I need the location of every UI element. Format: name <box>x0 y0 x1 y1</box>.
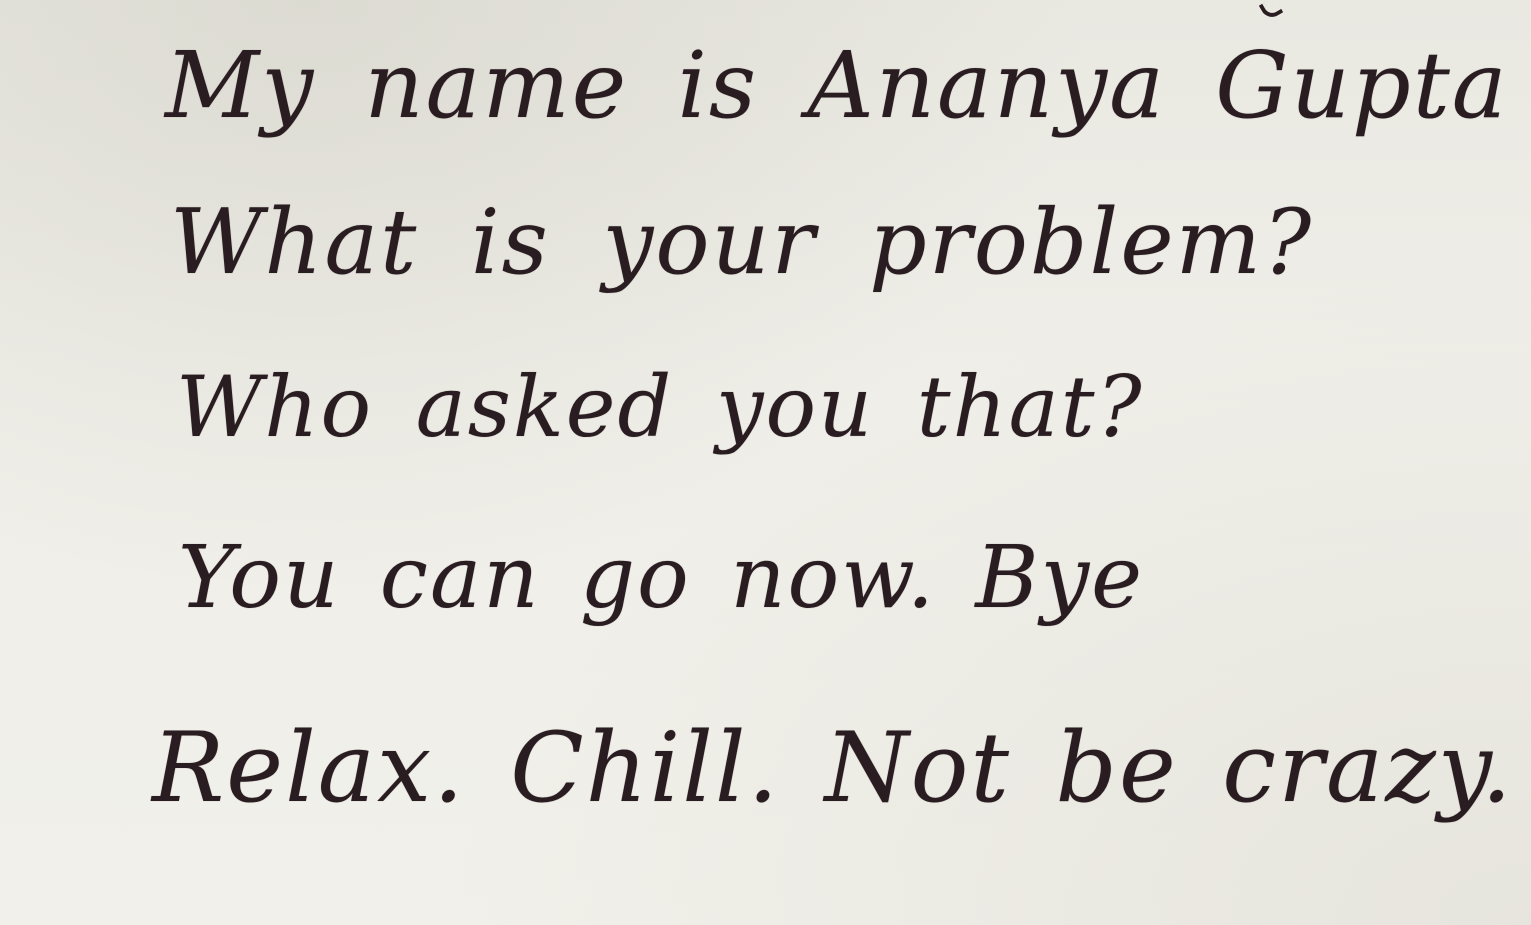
ink-stroke-fragment <box>1259 0 1284 21</box>
note-line-4: You can go now. Bye <box>178 528 1145 628</box>
note-line-2: What is your problem? <box>170 190 1314 295</box>
note-line-5: Relax. Chill. Not be crazy. <box>152 712 1514 824</box>
note-line-3: Who asked you that? <box>176 358 1144 456</box>
note-line-1: My name is Ananya Gupta <box>165 32 1509 139</box>
